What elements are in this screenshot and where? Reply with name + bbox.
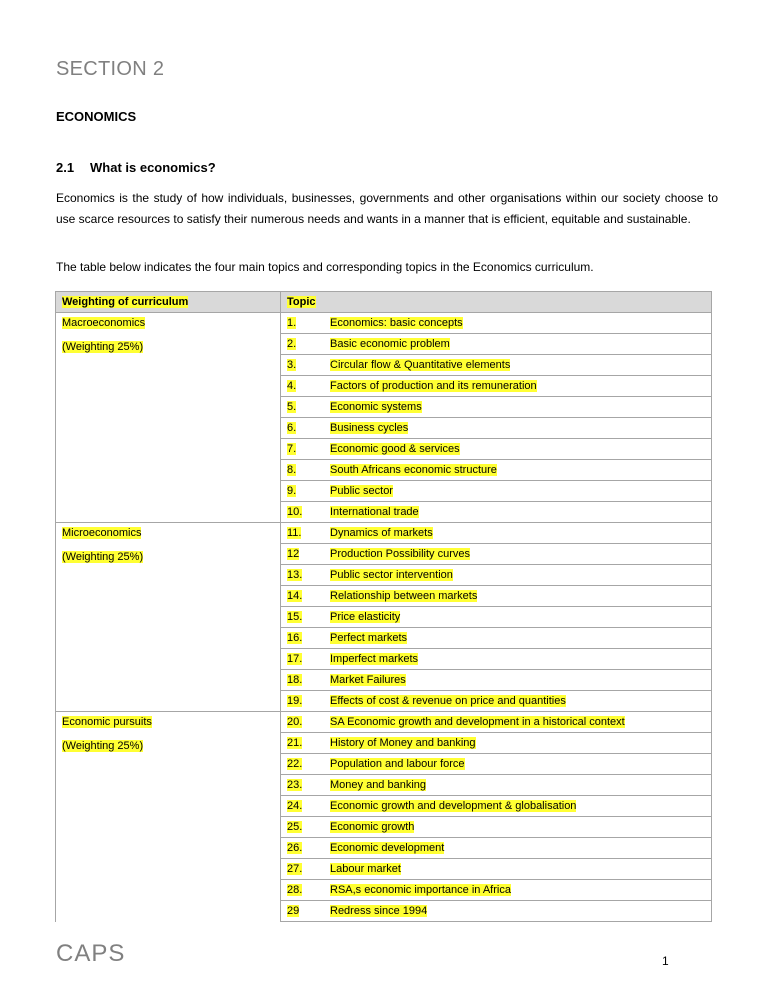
topic-label-cell xyxy=(326,481,712,502)
topic-number: 10. xyxy=(287,506,303,518)
topic-label-cell xyxy=(326,460,712,481)
topic-label-cell xyxy=(326,502,712,523)
topic-label: Economics: basic concepts xyxy=(330,317,463,329)
topic-number: 18. xyxy=(287,674,303,686)
topic-number: 23. xyxy=(287,779,303,791)
topic-label-cell xyxy=(326,523,712,544)
topic-label: Economic growth xyxy=(330,821,415,833)
topic-number: 2. xyxy=(287,338,297,350)
topic-number: 24. xyxy=(287,800,303,812)
footer-caps-brand: CAPS xyxy=(56,940,126,967)
topic-number-cell xyxy=(281,565,327,586)
topic-label: Redress since 1994 xyxy=(330,905,428,917)
topic-label: History of Money and banking xyxy=(330,737,476,749)
topic-label-cell xyxy=(326,901,712,922)
subject-heading: ECONOMICS xyxy=(56,109,137,124)
topic-label: Basic economic problem xyxy=(330,338,450,350)
topic-number-cell xyxy=(281,691,327,712)
topic-number-cell xyxy=(281,712,327,733)
topic-label: South Africans economic structure xyxy=(330,464,497,476)
topic-label: Economic development xyxy=(330,842,445,854)
topic-label: Circular flow & Quantitative elements xyxy=(330,359,511,371)
topic-number-cell xyxy=(281,796,327,817)
group-weighting: (Weighting 25%) xyxy=(62,341,144,353)
topic-label-cell xyxy=(326,691,712,712)
topic-label-cell xyxy=(326,439,712,460)
topic-number: 13. xyxy=(287,569,303,581)
topic-number: 6. xyxy=(287,422,297,434)
topic-label: SA Economic growth and development in a historical context xyxy=(330,716,625,728)
topic-label: Price elasticity xyxy=(330,611,401,623)
topic-number: 17. xyxy=(287,653,303,665)
topic-label-cell xyxy=(326,586,712,607)
topic-label: Market Failures xyxy=(330,674,406,686)
topic-number: 1. xyxy=(287,317,297,329)
table-header-row xyxy=(56,292,712,313)
topic-label-cell xyxy=(326,796,712,817)
section-title: SECTION 2 xyxy=(56,58,165,80)
topic-label-cell xyxy=(326,355,712,376)
topic-number: 21. xyxy=(287,737,303,749)
topic-label: Imperfect markets xyxy=(330,653,419,665)
topic-number-cell xyxy=(281,334,327,355)
topic-label-cell xyxy=(326,397,712,418)
topic-label-cell xyxy=(326,607,712,628)
topic-label-cell xyxy=(326,565,712,586)
header-topic: Topic xyxy=(287,296,316,308)
topic-number-cell xyxy=(281,607,327,628)
topic-row xyxy=(56,712,712,733)
topic-number: 27. xyxy=(287,863,303,875)
topic-label-cell xyxy=(326,838,712,859)
topic-label: International trade xyxy=(330,506,419,518)
table-body xyxy=(56,292,712,922)
header-topic-cell xyxy=(281,292,712,313)
intro-paragraph: Economics is the study of how individuals, businesses, governments and other organisations within our society choose to use scarce resources to satisfy their numerous needs and wants in a manner that is efficient, equitable and sustainable. xyxy=(56,191,718,226)
topic-number: 16. xyxy=(287,632,303,644)
topic-label-cell xyxy=(326,775,712,796)
topic-label: Public sector xyxy=(330,485,393,497)
topic-number-cell xyxy=(281,355,327,376)
topic-label: Perfect markets xyxy=(330,632,408,644)
topic-number: 12 xyxy=(287,548,300,560)
topic-label-cell xyxy=(326,313,712,334)
topic-number-cell xyxy=(281,481,327,502)
topic-number-cell xyxy=(281,670,327,691)
topic-number-cell xyxy=(281,418,327,439)
topic-label: Business cycles xyxy=(330,422,409,434)
header-weighting: Weighting of curriculum xyxy=(62,296,189,308)
topic-label-cell xyxy=(326,733,712,754)
topic-label: Money and banking xyxy=(330,779,427,791)
topic-number: 11. xyxy=(287,527,302,539)
topic-number: 26. xyxy=(287,842,303,854)
topic-number: 15. xyxy=(287,611,303,623)
group-weighting: (Weighting 25%) xyxy=(62,551,144,563)
topic-label: Economic systems xyxy=(330,401,422,413)
weighting-cell xyxy=(56,313,281,523)
sub-heading-text: What is economics? xyxy=(90,160,216,175)
topic-label-cell xyxy=(326,628,712,649)
topic-label: Dynamics of markets xyxy=(330,527,433,539)
topic-row xyxy=(56,313,712,334)
topic-number: 22. xyxy=(287,758,303,770)
topic-number: 28. xyxy=(287,884,303,896)
topic-label: Labour market xyxy=(330,863,401,875)
topic-number-cell xyxy=(281,523,327,544)
topic-row xyxy=(56,523,712,544)
topic-number: 14. xyxy=(287,590,303,602)
topic-number: 3. xyxy=(287,359,297,371)
sub-heading-number: 2.1 xyxy=(56,160,75,175)
topic-label-cell xyxy=(326,544,712,565)
header-weighting-cell xyxy=(56,292,281,313)
group-weighting: (Weighting 25%) xyxy=(62,740,144,752)
topic-number-cell xyxy=(281,754,327,775)
topic-label: Economic good & services xyxy=(330,443,460,455)
topic-number-cell xyxy=(281,775,327,796)
topic-number-cell xyxy=(281,859,327,880)
topic-number: 29 xyxy=(287,905,300,917)
topic-label: Population and labour force xyxy=(330,758,465,770)
topic-label: Production Possibility curves xyxy=(330,548,471,560)
topic-number: 9. xyxy=(287,485,297,497)
group-name: Economic pursuits xyxy=(62,716,152,728)
topic-number-cell xyxy=(281,733,327,754)
page-number: 1 xyxy=(662,954,669,968)
sub-heading xyxy=(56,160,216,175)
table-intro: The table below indicates the four main topics and corresponding topics in the Economics curriculum. xyxy=(56,260,594,274)
topic-label: Factors of production and its remuneration xyxy=(330,380,537,392)
topic-label: Relationship between markets xyxy=(330,590,478,602)
topic-number-cell xyxy=(281,817,327,838)
topic-label-cell xyxy=(326,754,712,775)
topic-label-cell xyxy=(326,670,712,691)
group-name: Macroeconomics xyxy=(62,317,146,329)
topic-number: 4. xyxy=(287,380,297,392)
topic-label-cell xyxy=(326,418,712,439)
topic-label: RSA,s economic importance in Africa xyxy=(330,884,511,896)
topic-number: 19. xyxy=(287,695,303,707)
topic-label-cell xyxy=(326,817,712,838)
topic-label-cell xyxy=(326,649,712,670)
topic-label-cell xyxy=(326,376,712,397)
topic-number-cell xyxy=(281,376,327,397)
topic-label-cell xyxy=(326,712,712,733)
topic-number: 20. xyxy=(287,716,303,728)
topic-label: Public sector intervention xyxy=(330,569,453,581)
topic-number-cell xyxy=(281,649,327,670)
topic-label-cell xyxy=(326,334,712,355)
topic-number-cell xyxy=(281,544,327,565)
topic-number-cell xyxy=(281,439,327,460)
curriculum-table xyxy=(55,291,712,922)
topic-number-cell xyxy=(281,313,327,334)
topic-number-cell xyxy=(281,628,327,649)
weighting-cell xyxy=(56,523,281,712)
weighting-cell xyxy=(56,712,281,922)
topic-number-cell xyxy=(281,397,327,418)
topic-number: 7. xyxy=(287,443,297,455)
topic-label-cell xyxy=(326,880,712,901)
topic-label-cell xyxy=(326,859,712,880)
topic-number-cell xyxy=(281,586,327,607)
topic-label: Effects of cost & revenue on price and quantities xyxy=(330,695,566,707)
group-name: Microeconomics xyxy=(62,527,142,539)
topic-number-cell xyxy=(281,460,327,481)
topic-number: 25. xyxy=(287,821,303,833)
topic-number-cell xyxy=(281,901,327,922)
topic-number: 5. xyxy=(287,401,297,413)
topic-number-cell xyxy=(281,880,327,901)
topic-number-cell xyxy=(281,502,327,523)
topic-label: Economic growth and development & globalisation xyxy=(330,800,577,812)
topic-number: 8. xyxy=(287,464,297,476)
topic-number-cell xyxy=(281,838,327,859)
